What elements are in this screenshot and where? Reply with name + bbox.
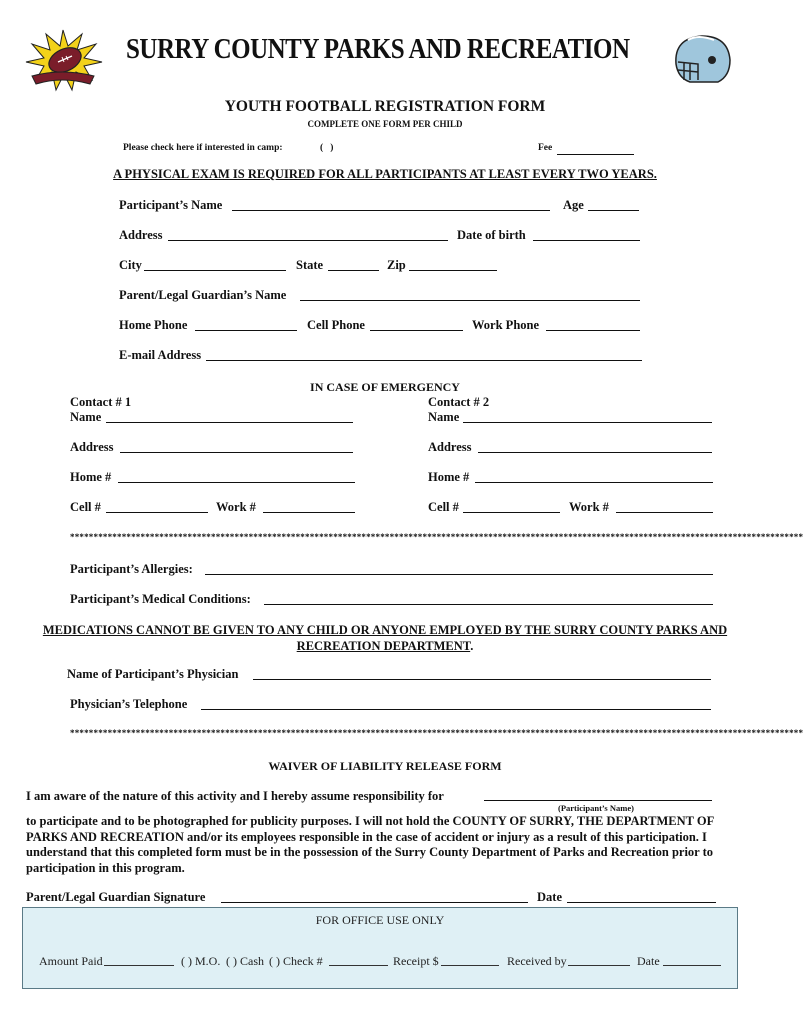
form-subtitle: COMPLETE ONE FORM PER CHILD	[307, 119, 463, 129]
contact1-home-label: Home #	[70, 470, 112, 484]
cash-option[interactable]: ( ) Cash	[226, 954, 264, 968]
fee-label: Fee	[538, 143, 553, 153]
office-date-field[interactable]	[663, 955, 721, 966]
medication-notice-line1: MEDICATIONS CANNOT BE GIVEN TO ANY CHILD OR ANYONE EMPLOYED BY THE SURRY COUNTY PARKS AND	[42, 623, 728, 637]
waiver-body: to participate and to be photographed for publicity purposes. I will not hold the COUNTY OF SURRY, THE DEPARTMENT OF PARKS AND RECREATION and/or its employees responsible in the case of accident or injury as a result of this participation. I understand that this completed form must be in the possession of the Surry County Department of Parks and Recreation prior to participation in this program.	[26, 814, 714, 875]
contact1-name-field[interactable]	[106, 410, 353, 423]
office-use-heading: FOR OFFICE USE ONLY	[315, 913, 445, 927]
contact1-name-label: Name	[70, 410, 102, 424]
medication-notice	[0, 622, 770, 654]
waiver-heading: WAIVER OF LIABILITY RELEASE FORM	[268, 759, 502, 773]
contact1-cell-label: Cell #	[70, 500, 101, 514]
contact2-work-label: Work #	[569, 500, 609, 514]
allergies-field[interactable]	[205, 562, 713, 575]
football-starburst-icon	[22, 28, 104, 92]
participant-name-label: Participant’s Name	[119, 198, 223, 212]
physical-notice: A PHYSICAL EXAM IS REQUIRED FOR ALL PARTICIPANTS AT LEAST EVERY TWO YEARS.	[113, 167, 657, 181]
football-helmet-icon	[668, 30, 736, 90]
camp-checkbox[interactable]: ( )	[320, 143, 334, 153]
address-label: Address	[119, 228, 163, 242]
contact2-name-label: Name	[428, 410, 460, 424]
form-title: YOUTH FOOTBALL REGISTRATION FORM	[224, 98, 546, 115]
city-label: City	[119, 258, 142, 272]
medical-conditions-label: Participant’s Medical Conditions:	[70, 592, 251, 606]
home-phone-field[interactable]	[195, 318, 297, 331]
contact1-work-field[interactable]	[263, 500, 355, 513]
state-label: State	[296, 258, 324, 272]
emergency-heading: IN CASE OF EMERGENCY	[310, 380, 460, 394]
age-field[interactable]	[588, 198, 639, 211]
work-phone-field[interactable]	[546, 318, 640, 331]
check-number-field[interactable]	[329, 955, 388, 966]
physician-name-label: Name of Participant’s Physician	[67, 667, 239, 681]
received-by-label: Received by	[507, 954, 567, 968]
email-label: E-mail Address	[119, 348, 202, 362]
zip-label: Zip	[387, 258, 406, 272]
fee-field[interactable]	[557, 142, 634, 155]
address-field[interactable]	[168, 228, 448, 241]
contact2-address-label: Address	[428, 440, 472, 454]
participant-name-field[interactable]	[232, 198, 550, 211]
physician-phone-field[interactable]	[201, 697, 711, 710]
guardian-name-label: Parent/Legal Guardian’s Name	[119, 288, 287, 302]
signature-date-field[interactable]	[567, 890, 716, 903]
separator-1: ************************************************************************************************************************************************************	[70, 532, 803, 542]
contact2-home-field[interactable]	[475, 470, 713, 483]
medical-conditions-field[interactable]	[264, 592, 713, 605]
waiver-participant-name-field[interactable]	[484, 788, 712, 801]
amount-paid-label: Amount Paid	[39, 954, 103, 968]
cell-phone-field[interactable]	[370, 318, 463, 331]
contact2-home-label: Home #	[428, 470, 470, 484]
contact2-work-field[interactable]	[616, 500, 713, 513]
contact1-cell-field[interactable]	[106, 500, 208, 513]
age-label: Age	[563, 198, 584, 212]
office-use-box	[22, 907, 738, 989]
allergies-label: Participant’s Allergies:	[70, 562, 193, 576]
check-option[interactable]: ( ) Check #	[269, 954, 323, 968]
medication-notice-period: .	[470, 639, 474, 653]
receipt-field[interactable]	[441, 955, 499, 966]
contact2-name-field[interactable]	[463, 410, 712, 423]
state-field[interactable]	[328, 258, 379, 271]
dob-field[interactable]	[533, 228, 640, 241]
contact1-address-field[interactable]	[120, 440, 353, 453]
work-phone-label: Work Phone	[472, 318, 540, 332]
cell-phone-label: Cell Phone	[307, 318, 365, 332]
contact1-address-label: Address	[70, 440, 114, 454]
receipt-label: Receipt $	[393, 954, 439, 968]
physician-phone-label: Physician’s Telephone	[70, 697, 188, 711]
participant-name-caption: (Participant’s Name)	[558, 803, 634, 813]
signature-field[interactable]	[221, 890, 528, 903]
money-order-option[interactable]: ( ) M.O.	[181, 954, 221, 968]
separator-2: ************************************************************************************************************************************************************	[70, 728, 803, 738]
city-field[interactable]	[144, 258, 286, 271]
contact2-address-field[interactable]	[478, 440, 712, 453]
received-by-field[interactable]	[568, 955, 630, 966]
amount-paid-field[interactable]	[104, 955, 174, 966]
medication-notice-line2: RECREATION DEPARTMENT	[296, 639, 471, 653]
contact2-heading: Contact # 2	[428, 395, 490, 409]
contact1-work-label: Work #	[216, 500, 256, 514]
physician-name-field[interactable]	[253, 667, 711, 680]
dob-label: Date of birth	[457, 228, 526, 242]
contact1-heading: Contact # 1	[70, 395, 132, 409]
waiver-line1: I am aware of the nature of this activity and I hereby assume responsibility for	[26, 789, 444, 803]
signature-label: Parent/Legal Guardian Signature	[26, 890, 206, 904]
email-field[interactable]	[206, 348, 642, 361]
home-phone-label: Home Phone	[119, 318, 188, 332]
zip-field[interactable]	[409, 258, 497, 271]
camp-label: Please check here if interested in camp:	[123, 143, 283, 153]
org-title: SURRY COUNTY PARKS AND RECREATION	[126, 33, 630, 65]
guardian-name-field[interactable]	[300, 288, 640, 301]
contact2-cell-label: Cell #	[428, 500, 459, 514]
contact2-cell-field[interactable]	[463, 500, 560, 513]
contact1-home-field[interactable]	[118, 470, 355, 483]
signature-date-label: Date	[537, 890, 562, 904]
office-date-label: Date	[637, 954, 660, 968]
